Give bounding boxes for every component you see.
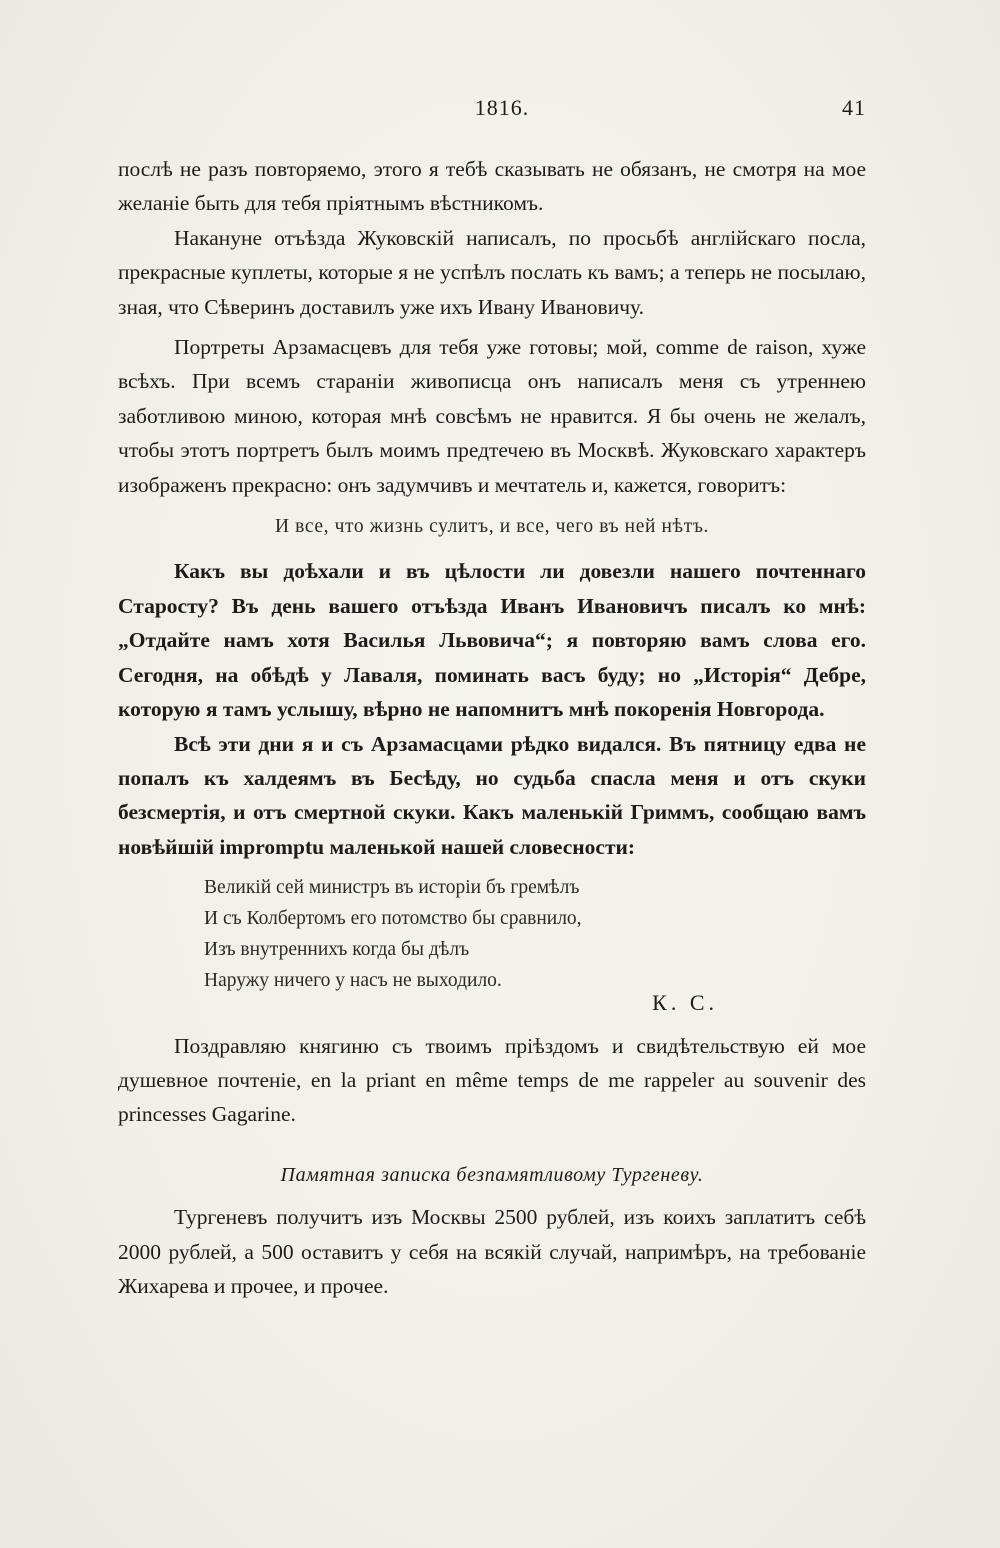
page-number: 41 [842, 95, 866, 120]
paragraph-3: Портреты Арзамасцевъ для тебя уже готовы; мой, comme de raison, хуже всѣхъ. При всемъ стараніи живописца онъ написалъ меня съ утреннею заботливою миною, которая мнѣ совсѣмъ не нравится. Я бы очень не желалъ, чтобы этотъ портретъ былъ моимъ предтечею въ Москвѣ. Жуковскаго характеръ изображенъ прекрасно: онъ задумчивъ и мечтатель и, кажется, говоритъ: [118, 335, 866, 497]
paragraph-7: Тургеневъ получитъ изъ Москвы 2500 рублей, изъ коихъ заплатитъ себѣ 2000 рублей, а 500 оставитъ у себя на всякій случай, напримѣръ, на требованіе Жихарева и прочее, и прочее. [118, 1205, 866, 1298]
quoted-line: И все, что жизнь сулитъ, и все, чего въ ней нѣтъ. [275, 516, 709, 538]
verse-line: Изъ внутреннихъ когда бы дѣлъ [204, 939, 470, 961]
paragraph-1: послѣ не разъ повторяемо, этого я тебѣ сказывать не обязанъ, не смотря на мое желаніе быть для тебя пріятнымъ вѣстникомъ. [118, 157, 866, 216]
verse-line: И съ Колбертомъ его потомство бы сравнило, [204, 908, 582, 930]
paragraph-4: Какъ вы доѣхали и въ цѣлости ли довезли нашего почтеннаго Старосту? Въ день вашего отъѣзда Иванъ Ивановичъ писалъ ко мнѣ: „Отдайте намъ хотя Василья Львовича“; я повторяю вамъ слова его. Сегодня, на обѣдѣ у Лаваля, поминать васъ буду; но „Исторія“ Дебре, которую я тамъ услышу, вѣрно не напомнитъ мнѣ покоренія Новгорода. [118, 559, 866, 722]
epigram-verse [204, 872, 866, 996]
page-body [118, 152, 866, 1303]
running-header [118, 95, 866, 131]
paragraph-6: Поздравляю княгиню съ твоимъ пріѣздомъ и свидѣтельствую ей мое душевное почтеніе, en la priant en même temps de me rappeler au souvenir des princesses Gagarine. [118, 1033, 866, 1127]
verse-line: Наружу ничего у насъ не выходило. [204, 970, 502, 992]
header-year: 1816. [474, 95, 530, 120]
paragraph-5: Всѣ эти дни я и съ Арзамасцами рѣдко видался. Въ пятницу едва не попалъ къ халдеямъ въ Бесѣду, но судьба спасла меня и отъ скуки безсмертія, и отъ смертной скуки. Какъ маленькій Гриммъ, сообщаю вамъ новѣйшій impromptu маленькой нашей словесности: [118, 731, 866, 859]
verse-line: Великій сей министръ въ исторіи бъ гремѣлъ [204, 877, 580, 899]
memo-title: Памятная записка безпамятливому Тургеневу. [280, 1163, 704, 1186]
signature-initials: К. С. [652, 990, 718, 1016]
paragraph-2: Накануне отъѣзда Жуковскій написалъ, по просьбѣ англійскаго посла, прекрасные куплеты, которые я не успѣлъ послать къ вамъ; а теперь не посылаю, зная, что Сѣверинъ доставилъ уже ихъ Ивану Ивановичу. [118, 225, 866, 319]
